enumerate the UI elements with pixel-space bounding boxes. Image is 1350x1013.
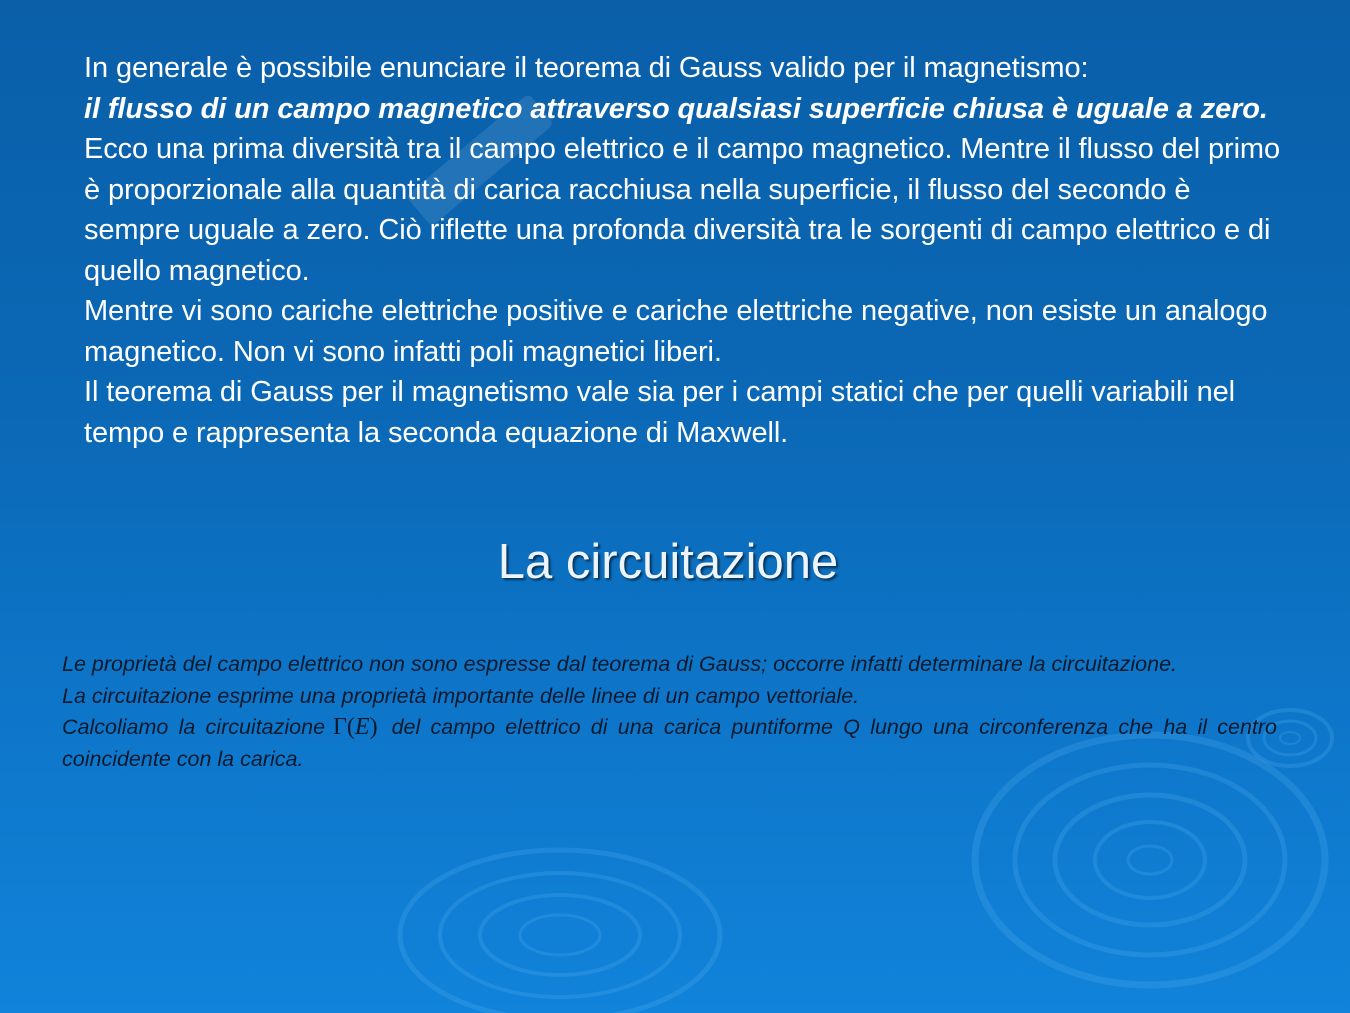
formula-gamma: Γ( (333, 714, 355, 740)
section-heading: La circuitazione (497, 535, 839, 589)
maxwell-paragraph: Il teorema di Gauss per il magnetismo vale sia per i campi statici che per quelli variabili nel tempo e rappresenta la seconda equazione di Maxwell. (84, 376, 1236, 449)
paragraph-3-lead: Calcoliamo la circuitazione (62, 715, 326, 739)
circuitation-paragraph-1: Le proprietà del campo elettrico non sono espresse dal teorema di Gauss; occorre infatti determinare la circuitazione. (62, 652, 1177, 676)
circuitation-formula (325, 712, 392, 744)
gauss-magnetism-text (84, 48, 1284, 453)
intro-line: In generale è possibile enunciare il teorema di Gauss valido per il magnetismo: (84, 52, 1089, 84)
gauss-law-statement: il flusso di un campo magnetico attraverso qualsiasi superficie chiusa è uguale a zero. (84, 92, 1268, 125)
formula-e: E (354, 714, 370, 740)
formula-close: ) (369, 714, 378, 740)
paragraph-3-rest: del campo elettrico di una carica puntiforme Q lungo una circonferenza che ha il centro coincidente con la carica. (62, 715, 1277, 771)
charges-paragraph: Mentre vi sono cariche elettriche positive e cariche elettriche negative, non esiste un analogo magnetico. Non vi sono infatti poli magnetici liberi. (84, 295, 1268, 368)
circuitation-text (62, 649, 1277, 775)
circuitation-paragraph-3 (62, 712, 1277, 775)
difference-paragraph: Ecco una prima diversità tra il campo elettrico e il campo magnetico. Mentre il flusso del primo è proporzionale alla quantità di carica racchiusa nella superficie, il flusso del secondo è sempre uguale a zero. Ciò riflette una profonda diversità tra le sorgenti di campo elettrico e di quello magnetico. (84, 133, 1281, 287)
circuitation-paragraph-2: La circuitazione esprime una proprietà importante delle linee di un campo vettoriale. (62, 683, 860, 708)
